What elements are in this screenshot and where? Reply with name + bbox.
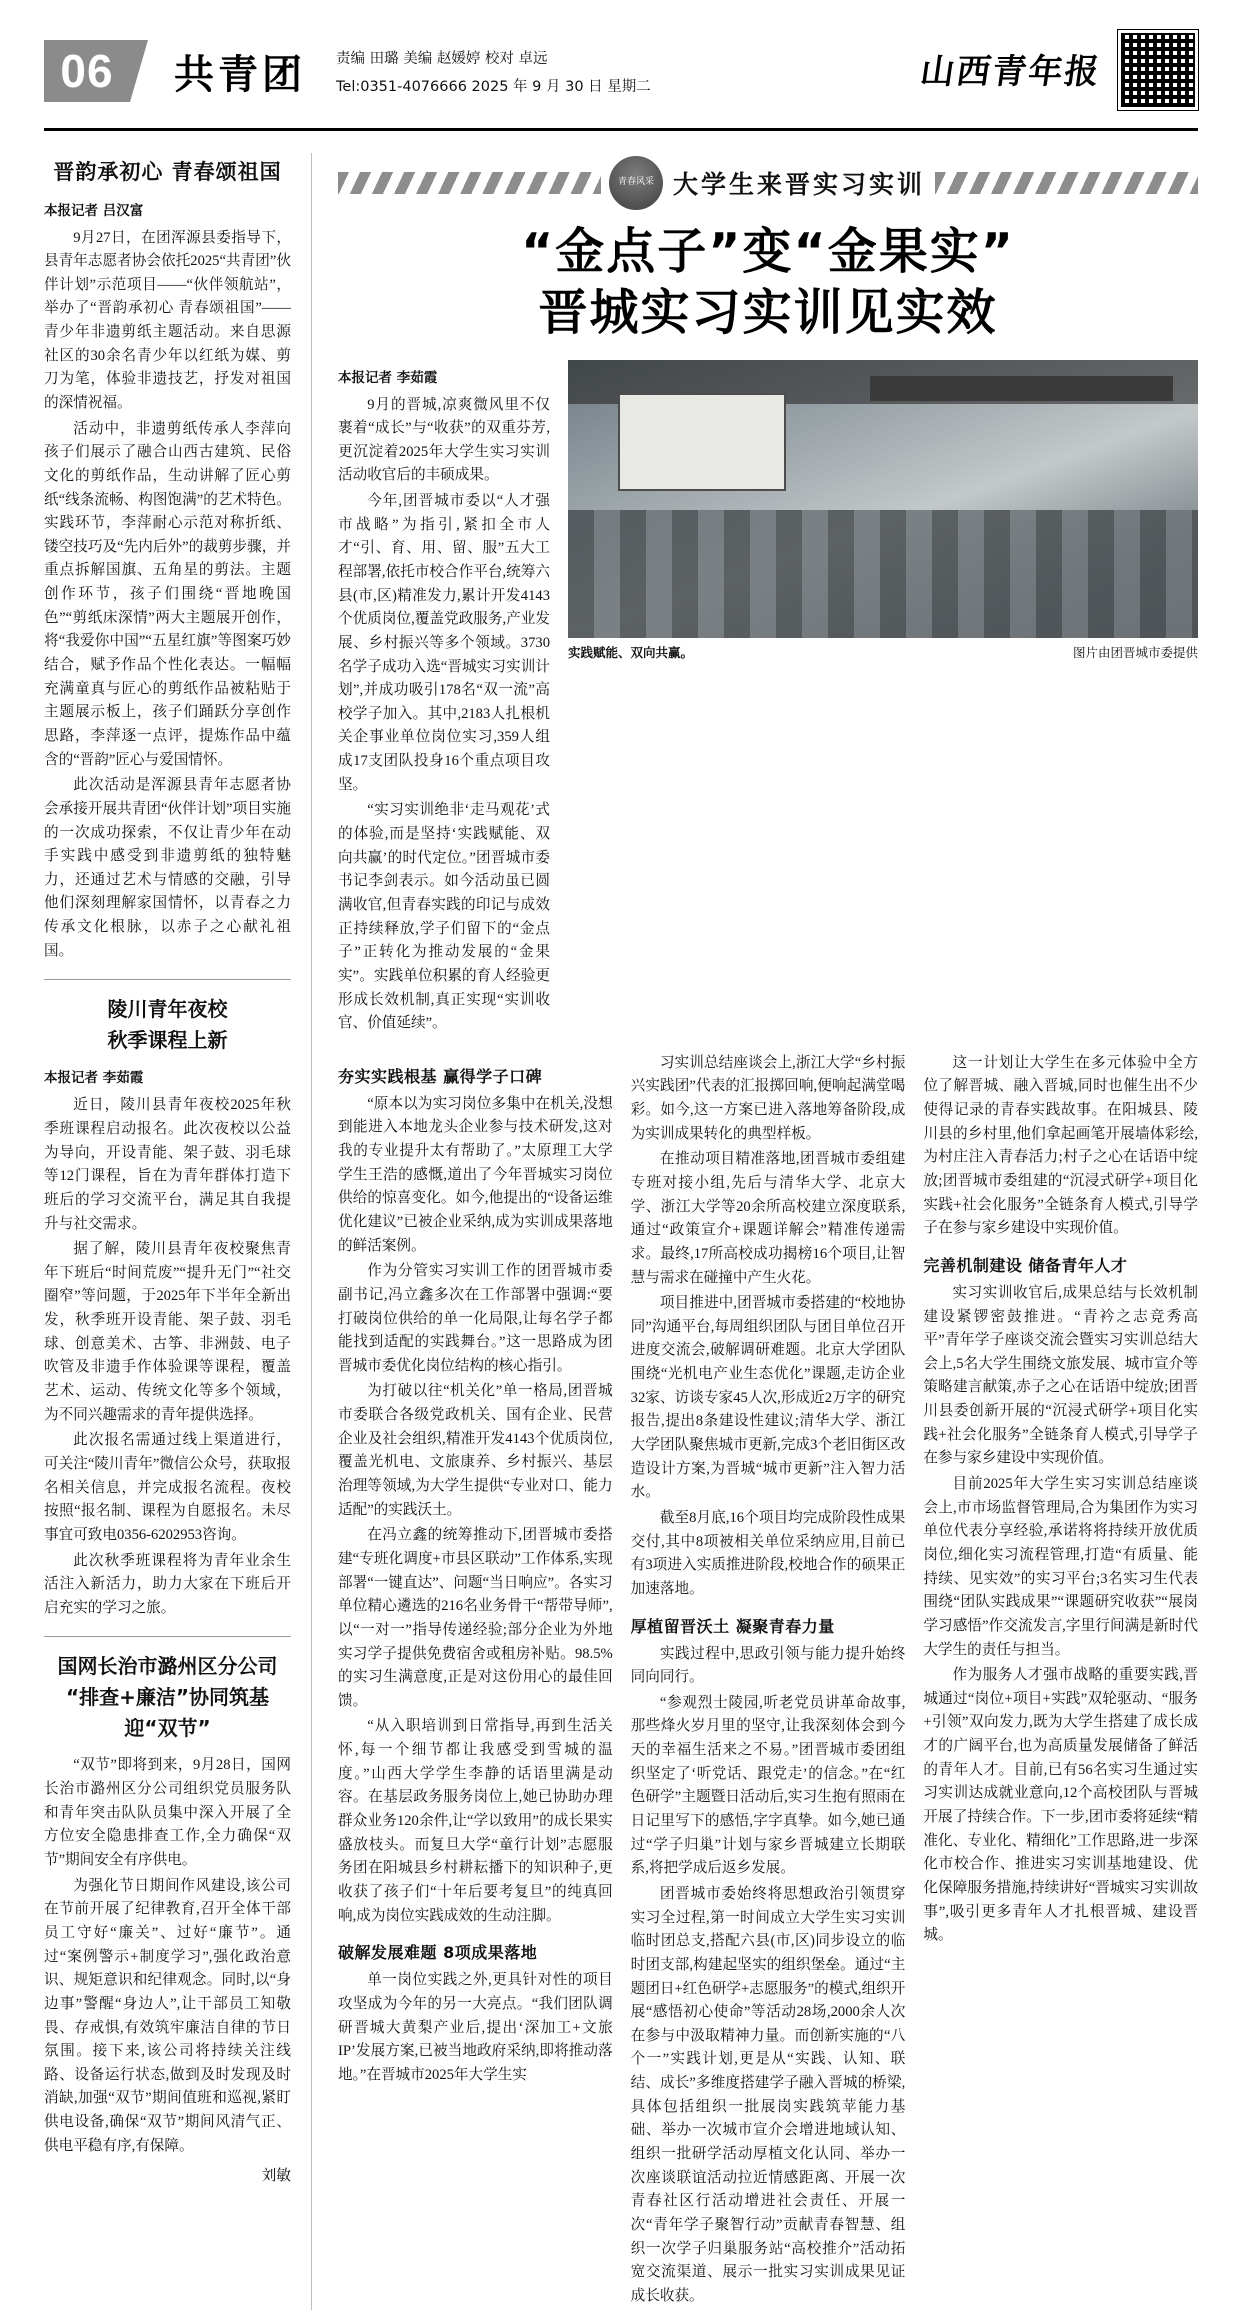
divider <box>44 979 291 980</box>
paragraph: 此次秋季班课程将为青年业余生活注入新活力，助力大家在下班后开启充实的学习之旅。 <box>44 1552 291 1616</box>
feature-column-1 <box>338 1052 631 2310</box>
subheading: 完善机制建设 储备青年人才 <box>923 1255 1128 1275</box>
article-title-line1: 陵川青年夜校 <box>107 997 228 1022</box>
photo-caption-row <box>568 643 1198 661</box>
paragraph: 此次活动是浑源县青年志愿者协会承接开展共青团“伙伴计划”项目实施的一次成功探索，不仅让青少年在动手实践中感受到非遗剪纸的独特魅力，还通过艺术与情感的交融，引导他们深刻理解家国情怀，以青春之力传承文化根脉，以赤子之心献礼祖国。 <box>44 777 291 959</box>
paragraph: 单一岗位实践之外,更具针对性的项目攻坚成为今年的另一大亮点。“我们团队调研晋城大黄梨产业后,提出‘深加工+文旅IP’发展方案,已被当地政府采纳,即将推动落地。”在晋城市2025年大学生实 <box>338 1972 613 2083</box>
article-night-school <box>44 994 291 1620</box>
paragraph: 为打破以往“机关化”单一格局,团晋城市委联合各级党政机关、国有企业、民营企业及社会组织,精准开发4143个优质岗位,覆盖光机电、文旅康养、乡村振兴、基层治理等领域,为大学生提供“专业对口、能力适配”的实践沃土。 <box>338 1383 613 1518</box>
masthead <box>44 28 1198 131</box>
paragraph: 活动中，非遗剪纸传承人李萍向孩子们展示了融合山西古建筑、民俗文化的剪纸作品，生动讲解了匠心剪纸“线条流畅、构图饱满”的艺术特色。实践环节，李萍耐心示范对称折纸、镂空技巧及“先内后外”的裁剪步骤，并重点拆解国旗、五角星的剪法。主题创作环节，孩子们围绕“晋地晚国色”“剪纸床深情”两大主题展开创作，将“我爱你中国”“五星红旗”等图案巧妙结合，赋予作品个性化表达。一幅幅充满童真与匠心的剪纸作品被粘贴于主题展示板上，孩子们踊跃分享创作思路，李萍逐一点评，提炼作品中蕴含的“晋韵”匠心与爱国情怀。 <box>44 420 291 768</box>
feature-column-2 <box>631 1052 924 2310</box>
paragraph: “实习实训绝非‘走马观花’式的体验,而是坚持‘实践赋能、双向共赢’的时代定位。”团晋城市委书记李剑表示。如今活动虽已圆满收官,但青春实践的印记与成效正持续释放,学子们留下的“金点子”正转化为推动发展的“金果实”。实践单位积累的育人经验更形成长效机制,真正实现“实训收官、价值延续”。 <box>338 802 550 1032</box>
headline-line2: 晋城实习实训见实效 <box>538 284 998 342</box>
feature-top-block <box>338 360 1198 1038</box>
paragraph: “原本以为实习岗位多集中在机关,没想到能进入本地龙头企业参与技术研发,这对我的专业提升太有帮助了。”太原理工大学学生王浩的感慨,道出了今年晋城实习岗位供给的惊喜变化。如今,他提出的“设备运维优化建议”已被企业采纳,成为实训成果落地的鲜活案例。 <box>338 1095 613 1254</box>
feature-photo-block <box>568 360 1198 1038</box>
qr-code-icon[interactable] <box>1118 30 1198 110</box>
classroom-volunteering-photo <box>568 360 1198 638</box>
headline-line1: “金点子”变“金果实” <box>521 223 1015 280</box>
paragraph: 近日，陵川县青年夜校2025年秋季班课程启动报名。此次夜校以公益为导向，开设青能、架子鼓、羽毛球等12门课程，旨在为青年群体打造下班后的学习交流平台，满足其自我提升与社交需求。 <box>44 1097 291 1232</box>
photo-children-row <box>568 510 1198 638</box>
paragraph: 在冯立鑫的统筹推动下,团晋城市委搭建“专班化调度+市县区联动”工作体系,实现部署“一键直达”、问题“当日响应”。各实习单位精心遴选的216名业务骨干“帮带导师”,以“一对一”指导传递经验;部分企业为外地实习学子提供免费宿舍或租房补贴。98.5%的实习生满意度,正是对这份用心的最佳回馈。 <box>338 1527 613 1709</box>
banner-stripe-left <box>338 172 601 194</box>
divider <box>44 1636 291 1637</box>
paragraph: 在推动项目精准落地,团晋城市委组建专班对接小组,先后与清华大学、北京大学、浙江大学等20余所高校建立深度联系,通过“政策宣介+课题详解会”精准传递需求。最终,17所高校成功揭榜16个项目,让智慧与需求在碰撞中产生火花。 <box>630 1151 906 1286</box>
subheading: 夯实实践根基 赢得学子口碑 <box>338 1066 543 1086</box>
photo-projection-screen <box>618 393 786 492</box>
photo-wall-banner <box>870 376 1172 401</box>
paragraph: 此次报名需通过线上渠道进行，可关注“陵川青年”微信公众号，获取报名相关信息，并完成报名流程。夜校按照“报名制、课程为自愿报名。未尽事宜可致电0356-6202953咨询。 <box>44 1432 291 1543</box>
article-byline: 本报记者 李茹霞 <box>44 1070 144 1087</box>
paragraph: 目前2025年大学生实习实训总结座谈会上,市市场监督管理局,合为集团作为实习单位代表分享经验,承诺将将持续开放优质岗位,细化实习流程管理,打造“有质量、能持续、见实效”的实习平台;3名实习生代表围绕“团队实践成果”“课题研究收获”“展岗学习感悟”作交流发言,字里行间满是新时代大学生的责任与担当。 <box>923 1476 1199 1658</box>
article-grid-company <box>44 1651 291 2185</box>
article-title-line2: 秋季课程上新 <box>107 1028 228 1053</box>
page-content <box>44 153 1198 2310</box>
paragraph: 团晋城市委始终将思想政治引领贯穿实习全过程,第一时间成立大学生实习实训临时团总支,搭配六县(市,区)同步设立的临时团支部,构建起坚实的组织堡垒。通过“主题团日+红色研学+志愿服务”的模式,组织开展“感悟初心使命”等活动28场,2000余人次在参与中汲取精神力量。而创新实施的“八个一”实践计划,更是从“实践、认知、联结、成长”多维度搭建学子融入晋城的桥梁,具体包括组织一批展岗实践筑苹能力基础、举办一次城市宣介会增进地域认知、组织一批研学活动厚植文化认同、举办一次座谈联谊活动拉近情感距离、开展一次青春社区行活动增进社会责任、开展一次“青年学子聚智行动”贡献青春智慧、组织一次学子归巢服务站“高校推介”活动拓宽交流渠道、展示一批实习实训成果见证成长收获。 <box>630 1885 906 2304</box>
feature-body-columns <box>338 1052 1198 2310</box>
paragraph: “双节”即将到来，9月28日，国网长治市潞州区分公司组织党员服务队和青年突击队队员集中深入开展了全方位安全隐患排查工作,全力确保“双节”期间安全有序供电。 <box>44 1757 291 1869</box>
feature-lead-column <box>338 360 568 1038</box>
paragraph: “从入职培训到日常指导,再到生活关怀,每一个细节都让我感受到雪城的温度。”山西大学学生李静的话语里满是动容。在基层政务服务岗位上,她已协助办理群众业务120余件,让“学以致用”的成长果实盛放枝头。而复旦大学“童行计划”志愿服务团在阳城县乡村耕耘播下的知识种子,更收获了孩子们“十年后要考复旦”的纯真回响,成为岗位实践成效的生动注脚。 <box>338 1718 613 1924</box>
paragraph: 9月的晋城,凉爽微风里不仅裹着“成长”与“收获”的双重芬芳,更沉淀着2025年大学生实习实训活动收官后的丰硕成果。 <box>338 396 550 484</box>
feature-banner <box>338 155 1198 211</box>
editors-line: 责编 田璐 美编 赵媛婷 校对 卓远 <box>336 51 548 68</box>
masthead-meta <box>336 40 651 101</box>
feature-headline <box>338 221 1198 344</box>
paragraph: 作为服务人才强市战略的重要实践,晋城通过“岗位+项目+实践”双轮驱动、“服务+引领”双向发力,既为大学生搭建了成长成才的广阔平台,也为高质量发展储备了鲜活的青年人才。目前,已有56名实习生通过实习实训达成就业意向,12个高校团队与晋城开展了持续合作。下一步,团市委将延续“精准化、专业化、精细化”工作思路,进一步深化市校合作、推进实习实训基地建设、优化保障服务措施,持续讲好“晋城实习实训故事”,吸引更多青年人才扎根晋城、建设晋城。 <box>923 1667 1199 1944</box>
author-signature: 刘敏 <box>261 2168 291 2185</box>
paragraph: 据了解，陵川县青年夜校聚焦青年下班后“时间荒废”“提升无门”“社交圈窄”等问题，于2025年下半年全新出发，秋季班开设青能、架子鼓、羽毛球、创意美术、古筝、非洲鼓、电子吹管及非遗手作体验课等课程，覆盖艺术、运动、传统文化等多个领域，为不同兴趣需求的青年提供选择。 <box>44 1241 291 1423</box>
article-title <box>44 994 291 1056</box>
feature-column-3 <box>923 1052 1198 2310</box>
tel-date-line: Tel:0351-4076666 2025 年 9 月 30 日 星期二 <box>336 79 651 95</box>
photo-credit: 图片由团晋城市委提供 <box>1072 644 1198 660</box>
right-column <box>312 153 1198 2310</box>
banner-stripe-right <box>935 172 1198 194</box>
left-column <box>44 153 312 2310</box>
paragraph: 9月27日，在团浑源县委指导下，县青年志愿者协会依托2025“共青团”伙伴计划”示范项目——“伙伴领航站”，举办了“晋韵承初心 青春颂祖国”——青少年非遗剪纸主题活动。来自思源社区的30余名青少年以红纸为媒、剪刀为笔，体验非遗技艺，抒发对祖国的深情祝福。 <box>44 229 291 411</box>
photo-caption: 实践赋能、双向共赢。 <box>568 644 694 660</box>
paragraph: 项目推进中,团晋城市委搭建的“校地协同”沟通平台,每周组织团队与团目单位召开进度交流会,破解调研难题。北京大学团队围绕“光机电产业生态优化”课题,走访企业32家、访谈专家45人次,形成近2万字的研究报告,提出8条建设性建议;清华大学、浙江大学团队聚焦城市更新,完成3个老旧街区改造设计方案,为晋城“城市更新”注入智力活水。 <box>630 1295 906 1501</box>
masthead-right <box>917 30 1198 110</box>
section-title: 共青团 <box>174 51 306 98</box>
subheading: 破解发展难题 8项成果落地 <box>338 1943 538 1963</box>
newspaper-page <box>0 28 1242 2304</box>
paragraph: 今年,团晋城市委以“人才强市战略”为指引,紧扣全市人才“引、育、用、留、服”五大工程部署,依托市校合作平台,统筹六县(市,区)精准发力,累计开发4143个优质岗位,覆盖党政服务,产业发展、乡村振兴等多个领域。3730名学子成功入选“晋城实习实训计划”,并成功吸引178名“双一流”高校学子加入。其中,2183人扎根机关企事业单位岗位实习,359人组成17支团队投身16个重点项目攻坚。 <box>338 493 550 793</box>
paragraph: 截至8月底,16个项目均完成阶段性成果交付,其中8项被相关单位采纳应用,目前已有3项进入实质推进阶段,校地合作的硕果正加速落地。 <box>630 1509 906 1597</box>
article-title: 晋韵承初心 青春颂祖国 <box>53 160 282 184</box>
paragraph: 为强化节日期间作风建设,该公司在节前开展了纪律教育,召开全体干部员工守好“廉关”、过好“廉节”。通过“案例警示+制度学习”,强化政治意识、规矩意识和纪律观念。同时,以“身边事”警醒“身边人”,让干部员工知敬畏、存戒惧,有效筑牢廉洁自律的节日氛围。接下来,该公司将持续关注线路、设备运行状态,做到及时发现及时消缺,加强“双节”期间值班和巡视,紧盯供电设备,确保“双节”期间风清气正、供电平稳有序,有保障。 <box>44 1877 291 2154</box>
paragraph: 实习实训收官后,成果总结与长效机制建设紧锣密鼓推进。“青衿之志竞秀高平”青年学子座谈交流会暨实习实训总结大会上,5名大学生围绕文旅发展、城市宣介等策略建言献策,赤子之心在话语中绽放;团晋川县委创新开展的“沉浸式研学+项目化实践+社会化服务”全链条育人模式,引导学子在参与家乡建设中实现价值。 <box>923 1284 1199 1467</box>
article-byline: 本报记者 吕汉富 <box>44 202 144 219</box>
seal-icon: 青春风采 <box>609 156 663 210</box>
page-number: 06 <box>44 40 130 102</box>
paragraph: 这一计划让大学生在多元体验中全方位了解晋城、融入晋城,同时也催生出不少使得记录的青春实践故事。在阳城县、陵川县的乡村里,他们拿起画笔开展墙体彩绘,为村庄注入青春活力;村子之心在话语中绽放;团晋城市委组建的“沉浸式研学+项目化实践+社会化服务”全链条育人模式,引导学子在参与家乡建设中实现价值。 <box>923 1054 1199 1237</box>
subheading: 厚植留晋沃土 凝聚青春力量 <box>630 1616 835 1636</box>
banner-title: 大学生来晋实习实训 <box>673 170 926 199</box>
article-title-line1: 国网长治市潞州区分公司 <box>57 1654 278 1679</box>
article-title-line2: “排查+廉洁”协同筑基迎“双节” <box>65 1685 270 1741</box>
paragraph: 实践过程中,思政引领与能力提升始终同向同行。 <box>630 1645 906 1686</box>
article-byline: 本报记者 李茹霞 <box>338 369 438 386</box>
article-title <box>44 1651 291 1744</box>
paragraph: 习实训总结座谈会上,浙江大学“乡村振兴实践团”代表的汇报掷回响,便响起满堂喝彩。如今,这一方案已进入落地筹备阶段,成为实训成果转化的典型样板。 <box>630 1054 906 1142</box>
paragraph: “参观烈士陵园,听老党员讲革命故事,那些烽火岁月里的坚守,让我深刻体会到今天的幸福生活来之不易。”团晋城市委团组织坚定了‘听党话、跟党走’的信念。”在“红色研学”主题暨日活动后,实习生抱有照雨在日记里写下的感悟,字字真挚。如今,她已通过“学子归巢”计划与家乡晋城建立长期联系,将把学成后返乡发展。 <box>630 1694 906 1877</box>
paragraph: 作为分管实习实训工作的团晋城市委副书记,冯立鑫多次在工作部署中强调:“要打破岗位供给的单一化局限,让每名学子都能找到适配的实践舞台。”这一思路成为团晋城市委优化岗位结构的核心指引。 <box>338 1263 613 1374</box>
article-jinyun <box>44 157 291 963</box>
masthead-slant-decoration <box>130 40 148 102</box>
paper-title: 山西青年报 <box>917 52 1104 92</box>
